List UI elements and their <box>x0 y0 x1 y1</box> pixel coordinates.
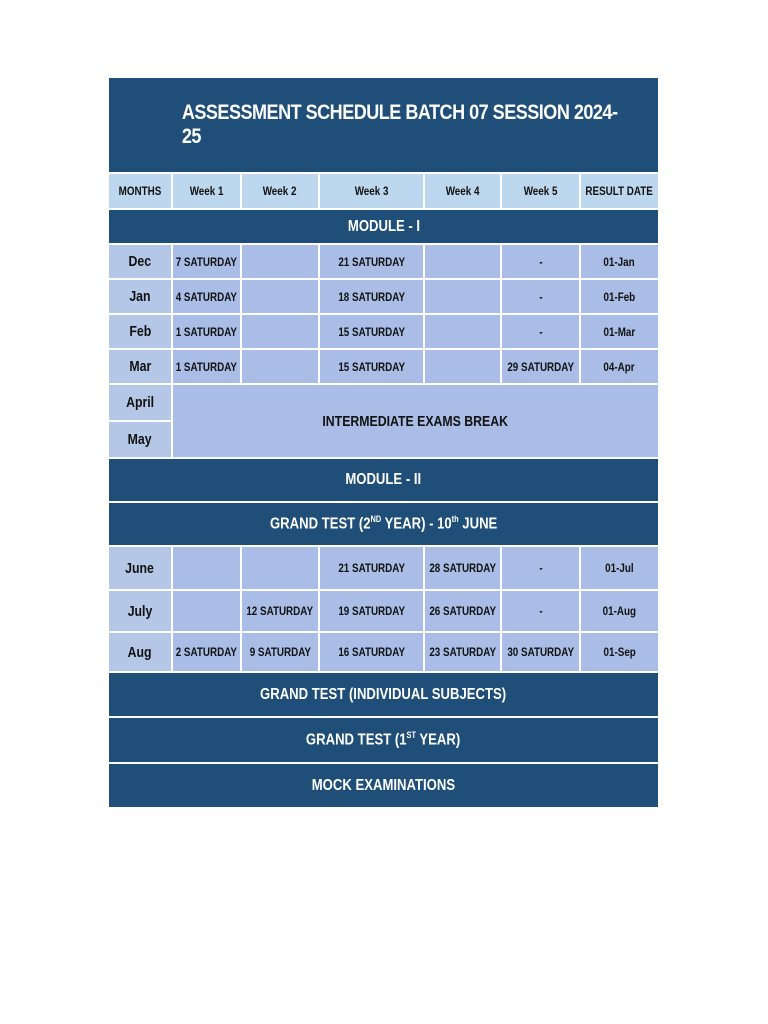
month-cell: Jan <box>109 278 171 313</box>
week-2-cell <box>240 243 318 278</box>
week-3-cell: 19 SATURDAY <box>318 589 423 631</box>
header-week-1: Week 1 <box>171 172 240 208</box>
week-5-cell: - <box>500 545 579 589</box>
month-cell: Mar <box>109 348 171 383</box>
week-4-cell: 23 SATURDAY <box>423 631 500 671</box>
week-4-cell <box>423 348 500 383</box>
week-1-cell <box>171 545 240 589</box>
page-title: ASSESSMENT SCHEDULE BATCH 07 SESSION 2024-25 <box>181 101 618 148</box>
header-week-5: Week 5 <box>500 172 579 208</box>
result-date-cell: 01-Aug <box>579 589 658 631</box>
month-cell: Aug <box>109 631 171 671</box>
week-4-cell: 28 SATURDAY <box>423 545 500 589</box>
week-3-cell: 16 SATURDAY <box>318 631 423 671</box>
result-date-cell: 01-Jul <box>579 545 658 589</box>
week-2-cell <box>240 348 318 383</box>
week-3-cell: 18 SATURDAY <box>318 278 423 313</box>
week-1-cell: 2 SATURDAY <box>171 631 240 671</box>
week-3-cell: 21 SATURDAY <box>318 545 423 589</box>
header-months: MONTHS <box>109 172 171 208</box>
week-1-cell: 4 SATURDAY <box>171 278 240 313</box>
grand-test-2nd-year-band: GRAND TEST (2ND YEAR) - 10th JUNE <box>109 501 658 545</box>
week-5-cell: 29 SATURDAY <box>500 348 579 383</box>
result-date-cell: 01-Mar <box>579 313 658 348</box>
week-1-cell: 1 SATURDAY <box>171 348 240 383</box>
week-2-cell: 12 SATURDAY <box>240 589 318 631</box>
week-5-cell: - <box>500 589 579 631</box>
table-row <box>109 278 658 313</box>
table-row <box>109 589 658 631</box>
header-week-4: Week 4 <box>423 172 500 208</box>
exams-break-label: INTERMEDIATE EXAMS BREAK <box>171 383 658 457</box>
week-2-cell: 9 SATURDAY <box>240 631 318 671</box>
header-result-date: RESULT DATE <box>579 172 658 208</box>
table-row <box>109 313 658 348</box>
month-cell: May <box>109 420 171 457</box>
header-week-2: Week 2 <box>240 172 318 208</box>
header-week-3: Week 3 <box>318 172 423 208</box>
week-4-cell <box>423 278 500 313</box>
table-row <box>109 243 658 278</box>
week-3-cell: 15 SATURDAY <box>318 348 423 383</box>
month-cell: July <box>109 589 171 631</box>
month-cell: April <box>109 383 171 420</box>
table-row <box>109 631 658 671</box>
week-1-cell: 7 SATURDAY <box>171 243 240 278</box>
week-4-cell: 26 SATURDAY <box>423 589 500 631</box>
title-bar <box>109 78 658 172</box>
mock-examinations-band: MOCK EXAMINATIONS <box>109 762 658 807</box>
module-1-band: MODULE - I <box>109 208 658 243</box>
grand-test-1st-year-band: GRAND TEST (1ST YEAR) <box>109 716 658 762</box>
break-months <box>109 383 171 457</box>
header-row <box>109 172 658 208</box>
month-cell: June <box>109 545 171 589</box>
week-5-cell: - <box>500 313 579 348</box>
result-date-cell: 01-Jan <box>579 243 658 278</box>
week-5-cell: 30 SATURDAY <box>500 631 579 671</box>
grand-test-individual-band: GRAND TEST (INDIVIDUAL SUBJECTS) <box>109 671 658 716</box>
week-3-cell: 15 SATURDAY <box>318 313 423 348</box>
table-row <box>109 545 658 589</box>
schedule-sheet <box>109 78 658 807</box>
week-2-cell <box>240 278 318 313</box>
table-row <box>109 348 658 383</box>
week-1-cell <box>171 589 240 631</box>
month-cell: Dec <box>109 243 171 278</box>
week-1-cell: 1 SATURDAY <box>171 313 240 348</box>
week-4-cell <box>423 313 500 348</box>
week-5-cell: - <box>500 278 579 313</box>
month-cell: Feb <box>109 313 171 348</box>
week-2-cell <box>240 545 318 589</box>
module-2-band: MODULE - II <box>109 457 658 501</box>
week-5-cell: - <box>500 243 579 278</box>
result-date-cell: 04-Apr <box>579 348 658 383</box>
week-3-cell: 21 SATURDAY <box>318 243 423 278</box>
result-date-cell: 01-Sep <box>579 631 658 671</box>
exams-break-block <box>109 383 658 457</box>
week-2-cell <box>240 313 318 348</box>
result-date-cell: 01-Feb <box>579 278 658 313</box>
week-4-cell <box>423 243 500 278</box>
